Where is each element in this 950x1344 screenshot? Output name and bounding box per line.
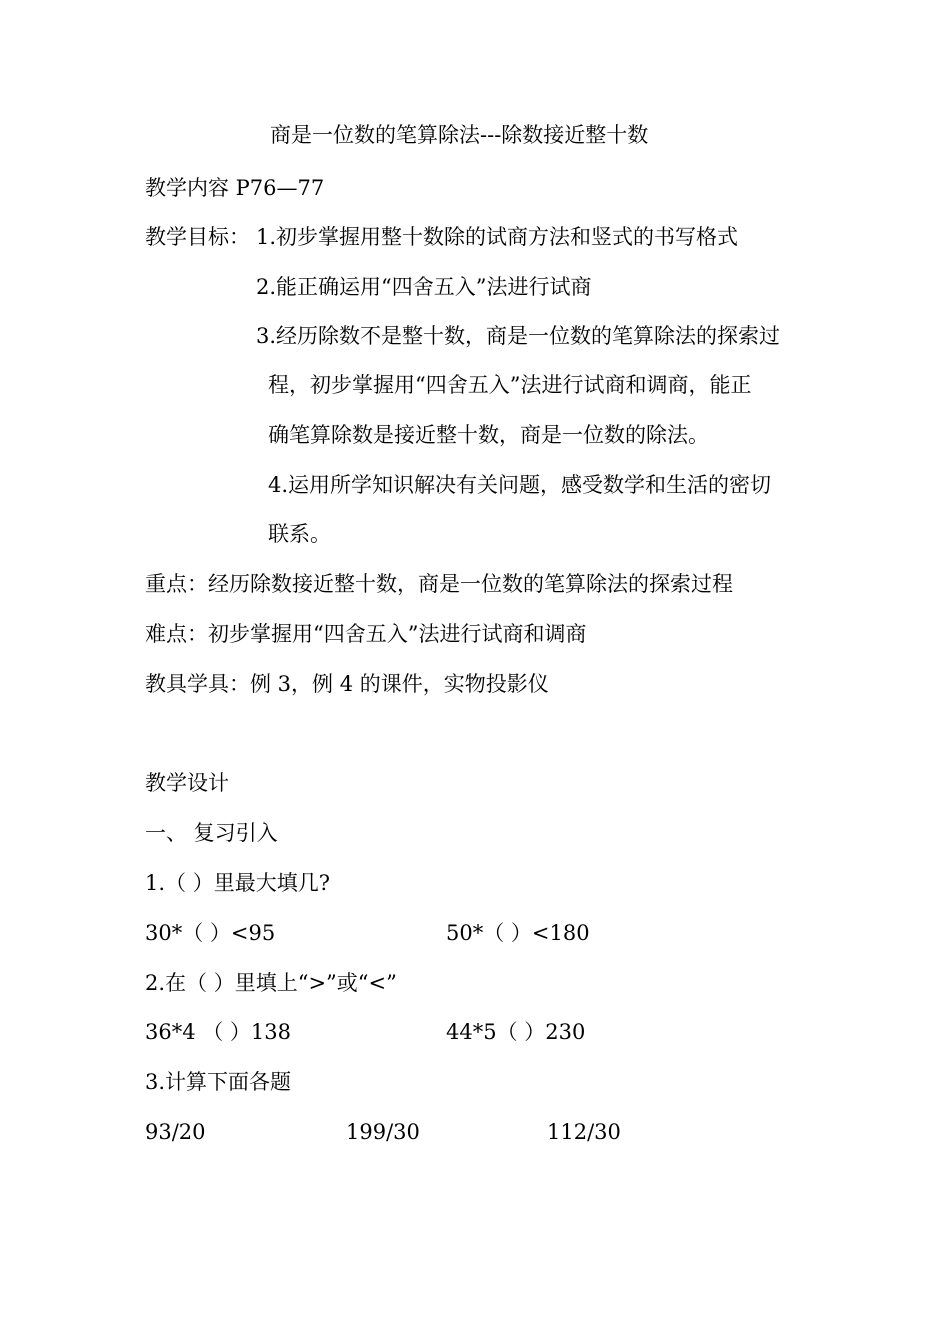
- page-title: 商是一位数的笔算除法---除数接近整十数: [270, 123, 649, 147]
- question-2-prompt: 2.在（ ）里填上“>”或“<”: [145, 971, 397, 995]
- objective-item-3-line-1: 3.经历除数不是整十数，商是一位数的笔算除法的探索过: [256, 324, 781, 348]
- teaching-content: 教学内容 P76—77: [145, 176, 325, 200]
- question-2-a: 36*4 （ ）138: [145, 1020, 292, 1044]
- objective-item-4-line-2: 联系。: [268, 522, 331, 546]
- key-point: 重点：经历除数接近整十数，商是一位数的笔算除法的探索过程: [145, 572, 733, 596]
- objective-item-3-line-2: 程，初步掌握用“四舍五入”法进行试商和调商，能正: [268, 373, 752, 397]
- question-1-b: 50*（ ）<180: [446, 921, 590, 945]
- question-3-a: 93/20: [145, 1120, 206, 1144]
- design-heading: 教学设计: [145, 771, 229, 795]
- section-review-intro: 一、 复习引入: [145, 821, 278, 845]
- question-1-prompt: 1.（ ）里最大填几?: [145, 871, 330, 895]
- question-2-b: 44*5（ ）230: [446, 1020, 586, 1044]
- difficulty: 难点：初步掌握用“四舍五入”法进行试商和调商: [145, 622, 587, 646]
- teaching-tools: 教具学具：例 3，例 4 的课件，实物投影仪: [145, 672, 549, 696]
- question-1-a: 30*（ ）<95: [145, 921, 276, 945]
- question-3-c: 112/30: [547, 1120, 621, 1144]
- objective-item-2: 2.能正确运用“四舍五入”法进行试商: [256, 275, 592, 299]
- question-3-b: 199/30: [346, 1120, 420, 1144]
- objective-item-4-line-1: 4.运用所学知识解决有关问题，感受数学和生活的密切: [268, 473, 772, 497]
- objectives-label: 教学目标：: [145, 225, 250, 249]
- question-3-prompt: 3.计算下面各题: [145, 1070, 292, 1094]
- objective-item-3-line-3: 确笔算除数是接近整十数，商是一位数的除法。: [268, 423, 709, 447]
- objective-item-1: 1.初步掌握用整十数除的试商方法和竖式的书写格式: [256, 225, 739, 249]
